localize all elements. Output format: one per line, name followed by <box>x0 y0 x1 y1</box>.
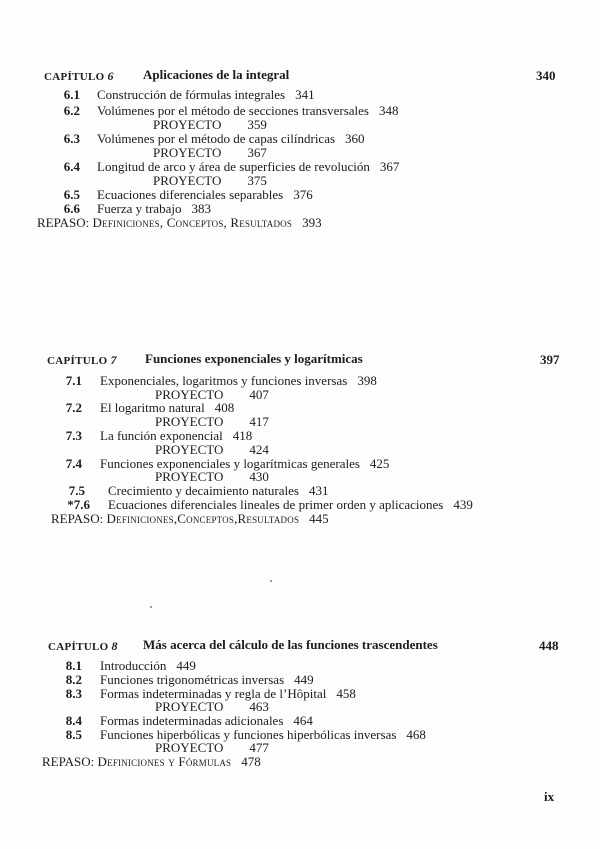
section-page: 348 <box>378 103 399 118</box>
review-entry[interactable] <box>42 755 261 769</box>
section-title: Funciones exponenciales y logarítmicas generales <box>100 456 360 471</box>
review-title: Definiciones y Fórmulas <box>97 754 232 769</box>
project-entry[interactable] <box>155 470 269 484</box>
project-label: PROYECTO <box>155 740 224 755</box>
scan-speck <box>150 606 152 608</box>
section-title: Exponenciales, logaritmos y funciones inversas <box>100 373 348 388</box>
chapter-title: Funciones exponenciales y logarítmicas <box>145 351 363 366</box>
section-title: Funciones hiperbólicas y funciones hiperbólicas inversas <box>100 727 397 742</box>
review-page: 478 <box>241 754 261 769</box>
section-number: 8.5 <box>65 727 82 742</box>
project-label: PROYECTO <box>155 387 224 402</box>
project-page: 463 <box>249 699 269 714</box>
scan-speck <box>270 580 272 582</box>
section-page: 449 <box>176 658 196 673</box>
project-page: 367 <box>247 145 267 160</box>
section-title: La función exponencial <box>100 428 223 443</box>
chapter-label: CAPÍTULO 7 <box>47 353 117 367</box>
section-number: 8.1 <box>65 658 82 673</box>
project-page: 417 <box>249 414 269 429</box>
chapter-label: CAPÍTULO 6 <box>44 69 114 83</box>
review-entry[interactable] <box>37 216 322 230</box>
section-title: Formas indeterminadas y regla de l’Hôpital <box>100 686 327 701</box>
section-page: 425 <box>369 456 390 471</box>
project-entry[interactable] <box>153 118 267 132</box>
project-entry[interactable] <box>155 415 269 429</box>
section-page: 468 <box>406 727 426 742</box>
section-title: Longitud de arco y área de superficies de revolución <box>97 159 370 174</box>
section-title: Crecimiento y decaimiento naturales <box>108 483 299 498</box>
chapter-title: Más acerca del cálculo de las funciones trascendentes <box>143 637 438 652</box>
section-page: 464 <box>293 713 313 728</box>
chapter-heading <box>0 351 600 371</box>
section-title: Fuerza y trabajo <box>97 201 182 216</box>
project-entry[interactable] <box>153 146 267 160</box>
section-number: 6.6 <box>63 201 80 216</box>
section-title: Volúmenes por el método de secciones transversales <box>97 103 369 118</box>
chapter-title: Aplicaciones de la integral <box>143 67 290 82</box>
page-folio: ix <box>544 789 555 804</box>
section-title: El logaritmo natural <box>100 400 205 415</box>
project-page: 407 <box>249 387 269 402</box>
section-number: 6.3 <box>63 131 80 146</box>
section-number: 7.3 <box>65 428 82 443</box>
project-entry[interactable] <box>153 174 267 188</box>
section-page: 367 <box>379 159 400 174</box>
section-number: 8.3 <box>65 686 82 701</box>
review-title: Definiciones, Conceptos, Resultados <box>92 215 293 230</box>
review-entry[interactable] <box>51 512 329 526</box>
section-page: 431 <box>308 483 329 498</box>
chapter-number: 6 <box>107 69 114 83</box>
section-page: 360 <box>345 131 365 146</box>
section-title: Introducción <box>100 658 167 673</box>
project-label: PROYECTO <box>155 414 224 429</box>
section-number: 6.4 <box>63 159 80 174</box>
project-label: PROYECTO <box>153 145 222 160</box>
project-entry[interactable] <box>155 700 269 714</box>
section-title: Ecuaciones diferenciales lineales de primer orden y aplicaciones <box>108 497 444 512</box>
section-number: 6.5 <box>63 187 80 202</box>
chapter-page: 397 <box>540 352 560 367</box>
section-page: 341 <box>295 87 315 102</box>
review-title: Definiciones,Conceptos,Resultados <box>106 511 300 526</box>
section-number: *7.6 <box>67 497 90 512</box>
project-page: 477 <box>249 740 269 755</box>
section-number: 7.5 <box>68 483 85 498</box>
section-number: 8.2 <box>65 672 82 687</box>
section-title: Construcción de fórmulas integrales <box>97 87 286 102</box>
section-page: 418 <box>232 428 253 443</box>
project-label: PROYECTO <box>153 173 222 188</box>
section-page: 408 <box>214 400 235 415</box>
review-prefix: REPASO: <box>51 511 104 526</box>
section-number: 7.4 <box>65 456 82 471</box>
project-label: PROYECTO <box>153 117 222 132</box>
review-prefix: REPASO: <box>37 215 90 230</box>
project-page: 430 <box>249 469 269 484</box>
section-number: 7.1 <box>65 373 82 388</box>
section-number: 7.2 <box>65 400 82 415</box>
chapter-number: 7 <box>110 353 117 367</box>
section-title: Funciones trigonométricas inversas <box>100 672 285 687</box>
section-page: 458 <box>336 686 356 701</box>
section-page: 449 <box>294 672 314 687</box>
review-prefix: REPASO: <box>42 754 95 769</box>
project-label: PROYECTO <box>155 699 224 714</box>
section-number: 6.1 <box>63 87 80 102</box>
project-label: PROYECTO <box>155 442 224 457</box>
section-title: Formas indeterminadas adicionales <box>100 713 284 728</box>
section-page: 383 <box>191 201 211 216</box>
chapter-label: CAPÍTULO 8 <box>48 639 118 653</box>
chapter-heading <box>0 67 600 87</box>
chapter-page: 448 <box>539 638 559 653</box>
project-page: 375 <box>247 173 267 188</box>
section-title: Ecuaciones diferenciales separables <box>97 187 284 202</box>
chapter-number: 8 <box>111 639 118 653</box>
section-page: 439 <box>453 497 473 512</box>
section-title: Volúmenes por el método de capas cilíndricas <box>97 131 336 146</box>
section-number: 8.4 <box>65 713 82 728</box>
section-number: 6.2 <box>63 103 80 118</box>
project-page: 424 <box>249 442 269 457</box>
chapter-page: 340 <box>536 68 556 83</box>
project-label: PROYECTO <box>155 469 224 484</box>
section-page: 376 <box>293 187 313 202</box>
project-page: 359 <box>247 117 267 132</box>
project-entry[interactable] <box>155 741 269 755</box>
section-page: 398 <box>357 373 377 388</box>
project-entry[interactable] <box>155 443 269 457</box>
review-page: 445 <box>309 511 329 526</box>
chapter-heading <box>0 637 600 657</box>
review-page: 393 <box>302 215 322 230</box>
